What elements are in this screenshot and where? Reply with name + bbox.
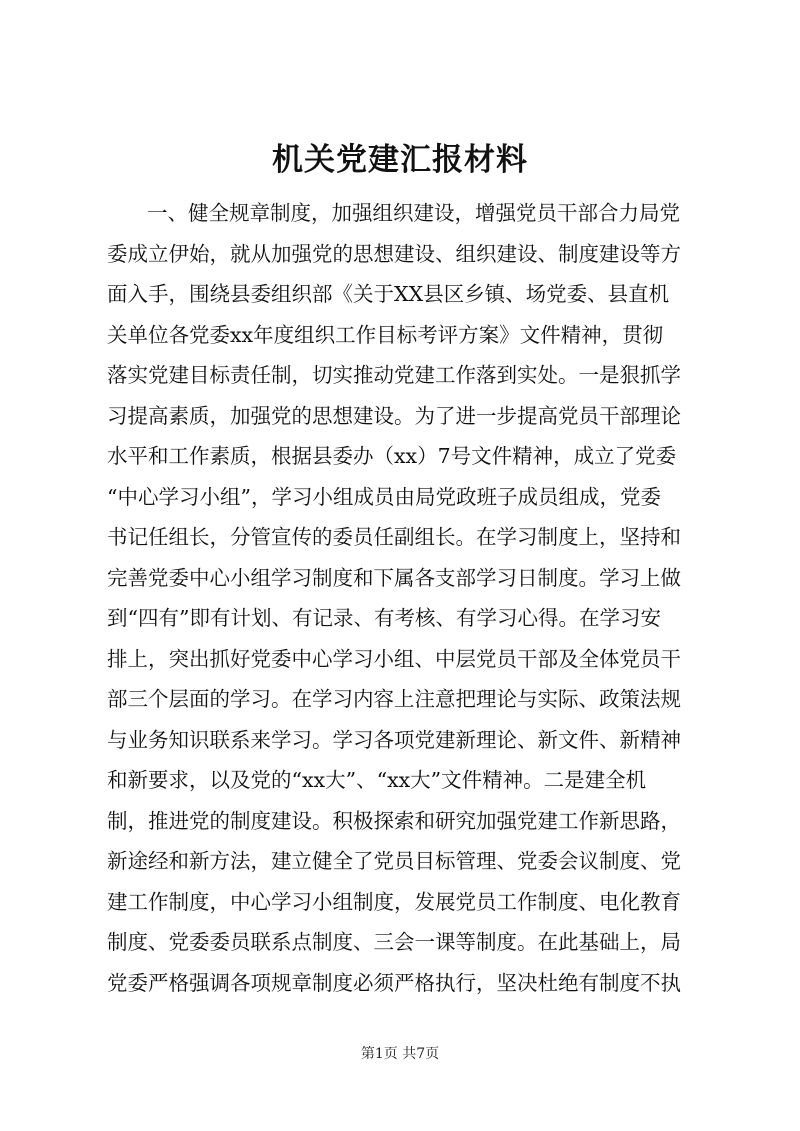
body-line: 到“四有”即有计划、有记录、有考核、有学习心得。在学习安	[107, 606, 661, 630]
body-line: 落实党建目标责任制，切实推动党建工作落到实处。一是狠抓学	[107, 363, 681, 387]
body-line: 建工作制度，中心学习小组制度，发展党员工作制度、电化教育	[107, 889, 681, 914]
body-line: 和新要求，以及党的“xx大”、“xx大”文件精神。二是建全机	[107, 768, 647, 792]
body-line: 排上，突出抓好党委中心学习小组、中层党员干部及全体党员干	[107, 646, 681, 671]
body-line: 与业务知识联系来学习。学习各项党建新理论、新文件、新精神	[107, 727, 681, 752]
body-line: 一、健全规章制度，加强组织建设，增强党员干部合力局党	[147, 201, 680, 225]
body-line: 面入手，围绕县委组织部《关于XX县区乡镇、场党委、县直机	[107, 282, 670, 306]
body-line: 关单位各党委xx年度组织工作目标考评方案》文件精神，贯彻	[107, 322, 664, 347]
body-line: 制度、党委委员联系点制度、三会一课等制度。在此基础上，局	[107, 930, 681, 954]
body-line: 制，推进党的制度建设。积极探索和研究加强党建工作新思路，	[107, 808, 681, 833]
body-line: 完善党委中心小组学习制度和下属各支部学习日制度。学习上做	[107, 565, 681, 590]
body-line: 部三个层面的学习。在学习内容上注意把理论与实际、政策法规	[107, 687, 681, 711]
body-line: 党委严格强调各项规章制度必须严格执行，坚决杜绝有制度不执	[107, 970, 681, 995]
body-line: 委成立伊始，就从加强党的思想建设、组织建设、制度建设等方	[107, 241, 681, 266]
body-line: “中心学习小组”，学习小组成员由局党政班子成员组成，党委	[107, 484, 661, 509]
body-line: 书记任组长，分管宣传的委员任副组长。在学习制度上，坚持和	[107, 525, 681, 549]
document-title: 机关党建汇报材料	[272, 142, 528, 178]
document-body	[107, 193, 707, 1003]
body-line: 习提高素质，加强党的思想建设。为了进一步提高党员干部理论	[107, 403, 681, 428]
body-line: 新途经和新方法，建立健全了党员目标管理、党委会议制度、党	[107, 849, 681, 873]
page-footer: 第1页 共7页	[360, 1046, 440, 1062]
body-line: 水平和工作素质，根据县委办（xx）7号文件精神，成立了党委	[107, 444, 677, 468]
